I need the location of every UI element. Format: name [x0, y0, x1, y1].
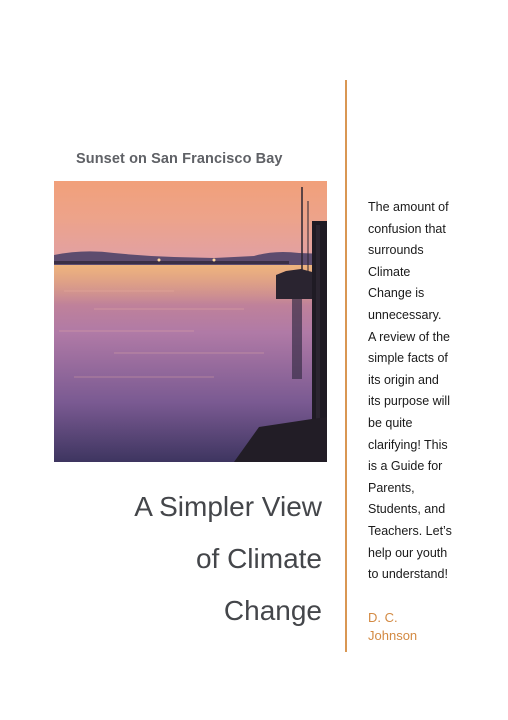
blurb-line: Climate [368, 264, 411, 279]
author-line-1: D. C. [368, 610, 398, 625]
blurb-line: simple facts of [368, 351, 448, 366]
blurb-line: clarifying! This [368, 437, 448, 452]
blurb-line: its purpose will [368, 394, 450, 409]
book-title-line-3: Change [223, 595, 322, 626]
blurb-line: is a Guide for [368, 459, 443, 474]
blurb-line: Students, and [368, 502, 446, 517]
blurb-line: to understand! [368, 567, 448, 582]
blurb-line: Change is [368, 286, 425, 301]
photo-caption: Sunset on San Francisco Bay [76, 151, 283, 167]
book-title-line-2: of Climate [195, 543, 322, 574]
author-line-2: Johnson [368, 628, 418, 643]
blurb-line: help our youth [368, 545, 448, 560]
sunset-photo [54, 181, 327, 462]
blurb-line: be quite [368, 415, 413, 430]
blurb-line: confusion that [368, 221, 446, 236]
vertical-divider [345, 80, 347, 652]
blurb-line: Teachers. Let’s [368, 523, 452, 538]
blurb-line: its origin and [368, 372, 439, 387]
book-title-line-1: A Simpler View [134, 491, 322, 522]
cover-blurb [368, 197, 492, 586]
blurb-line: unnecessary. [368, 307, 442, 322]
blurb-line: The amount of [368, 200, 449, 214]
blurb-line: A review of the [368, 329, 450, 344]
blurb-line: Parents, [368, 480, 415, 495]
blurb-line: surrounds [368, 243, 424, 258]
author-name [368, 609, 488, 645]
